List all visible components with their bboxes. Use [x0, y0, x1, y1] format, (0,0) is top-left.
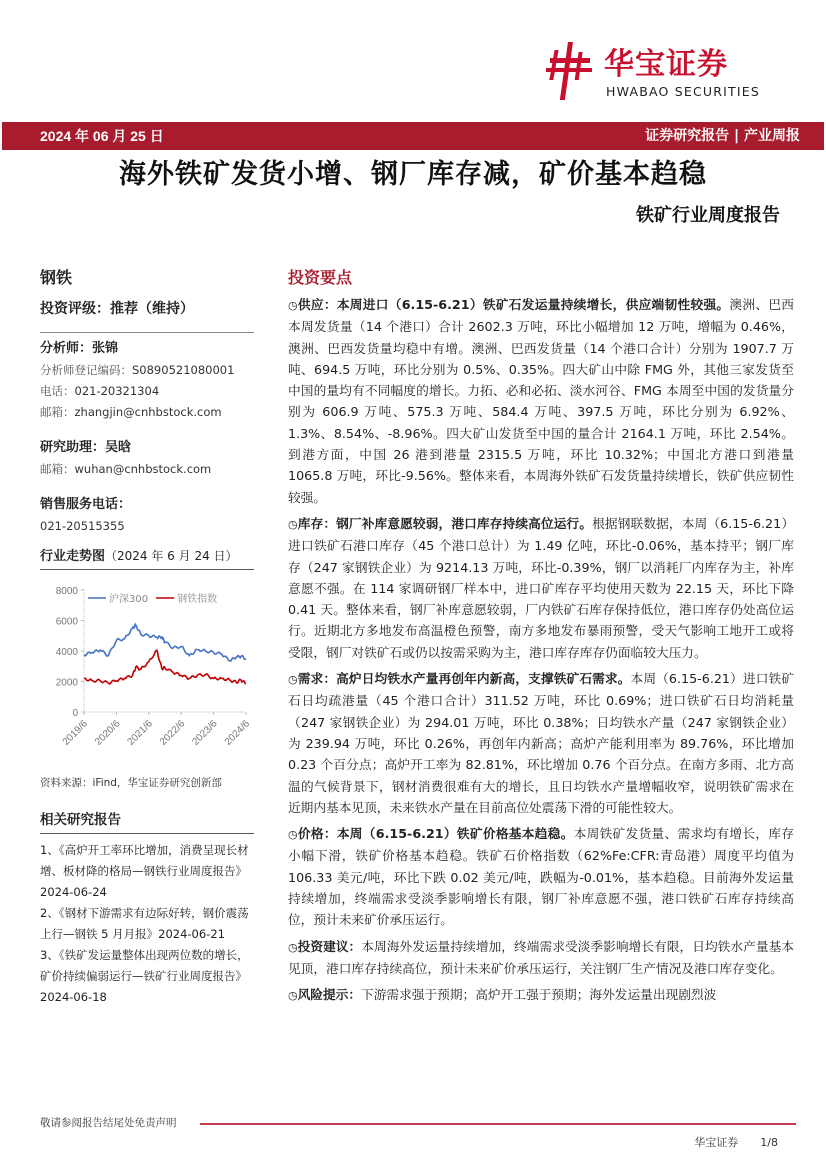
footer-company: 华宝证券: [694, 1136, 739, 1149]
y-tick-label: 0: [72, 708, 78, 719]
key-point-body: 根据钢联数据，本周（6.15-6.21）进口铁矿石港口库存（45 个港口总计）为 1.49 亿吨，环比-0.06%，基本持平；钢厂库存（247 家钢铁企业）为 9214.13 万吨，环比-0.39%，钢厂以消耗厂内库存为主，补库意愿不强。在 114 家调研钢厂样本中，进口矿库存平均使用天数为 22.15 天，环比下降 0.41 天。整体来看，钢厂补库意愿较弱，厂内铁矿石库存保持低位，港口库存仍处高位运行。近期北方多地发布高温橙色预警，南方多地发布暴雨预警，受天气影响工地开工或将受限，钢厂对铁矿石或仍以按需采购为主，港口库存库存仍面临较大压力。: [288, 515, 795, 660]
x-tick-label: 2022/6: [157, 718, 188, 748]
analyst-name: 分析师：张锦: [40, 341, 119, 356]
key-point-supply: [288, 294, 794, 508]
assistant-name: 研究助理：吴晗: [40, 440, 132, 455]
chart-source: 资料来源：iFind，华宝证券研究创新部: [40, 777, 222, 789]
x-tick-label: 2023/6: [190, 718, 220, 748]
email-label: 邮箱：: [40, 405, 75, 419]
key-point-risk: [288, 984, 794, 1006]
report-type: 证券研究报告 | 产业周报: [645, 128, 800, 144]
analyst-reg-value: S0890521080001: [132, 363, 235, 377]
clock-bullet-icon: ◷: [288, 828, 298, 842]
trend-chart-svg: [40, 574, 254, 774]
phone-value: 021-20321304: [74, 384, 160, 398]
sector-label: 钢铁: [40, 268, 73, 287]
left-sidebar: [40, 268, 254, 1008]
key-point-body: 下游需求强于预期；高炉开工强于预期；海外发运量出现剧烈波: [361, 987, 717, 1003]
key-point-heading: 供应：本周进口（6.15-6.21）铁矿石发运量持续增长，供应端韧性较强。: [297, 297, 730, 312]
analyst-registration: [40, 363, 254, 378]
email-value[interactable]: zhangjin@cnhbstock.com: [74, 405, 222, 419]
phone-label: 电话：: [40, 384, 75, 398]
related-report-item[interactable]: 3、《铁矿发运量整体出现两位数的增长，矿价持续偏弱运行—铁矿行业周度报告》2024-06-18: [40, 948, 249, 1004]
key-point-body: 本周海外发运量持续增加，终端需求受淡季影响增长有限，日均铁水产量基本见顶，港口库存持续高位，预计未来矿价承压运行，关注钢厂生产情况及港口库存变化。: [288, 938, 795, 976]
legend-label: 钢铁指数: [177, 594, 218, 605]
analyst-phone: [40, 384, 254, 399]
clock-bullet-icon: ◷: [288, 940, 298, 954]
key-points-title: 投资要点: [288, 268, 353, 287]
report-subtitle: 铁矿行业周度报告: [636, 205, 780, 226]
analyst-reg-label: 分析师登记编码：: [40, 363, 132, 377]
y-tick-label: 4000: [55, 647, 78, 658]
clock-bullet-icon: ◷: [288, 989, 298, 1003]
key-point-heading: 风险提示：: [297, 987, 362, 1003]
page-number: 1/8: [760, 1136, 778, 1149]
footer-divider: [200, 1123, 796, 1125]
key-point-body: 澳洲、巴西本周发货量（14 个港口）合计 2602.3 万吨，环比小幅增加 12 万吨，增幅为 0.46%，澳洲、巴西发货量均稳中有增。澳洲、巴西发货量（14 个港口合计）分别为 1907.7 万吨、694.5 万吨，环比分别为 0.5%、0.35%。四大矿山中除 FMG 外，其他三家发货至中国的量均有不同幅度的增长。力拓、必和必拓、淡水河谷、FMG 本周至中国的发货量分别为 606.9 万吨、575.3 万吨、584.4 万吨、397.5 万吨，环比分别为 6.92%、1.3%、8.54%、-8.96%。四大矿山发货至中国的量合计 2164.1 万吨，环比 2.54%。到港方面，中国 26 港到港量 2315.5 万吨，环比 10.32%；中国北方港口到港量 1065.8 万吨，环比-9.56%。整体来看，本周海外铁矿石发货量持续增长，铁矿供应韧性较强。: [288, 297, 794, 505]
trend-date: （2024 年 6 月 24 日）: [105, 549, 238, 563]
key-point-inventory: [288, 513, 794, 663]
y-tick-label: 2000: [55, 677, 78, 689]
clock-bullet-icon: ◷: [288, 673, 298, 687]
y-tick-label: 6000: [55, 616, 78, 628]
trend-title-text: 行业走势图: [40, 549, 106, 564]
x-tick-label: 2021/6: [125, 718, 155, 748]
assistant-email-label: 邮箱：: [40, 462, 75, 476]
logo-cn-text: 华宝证券: [604, 47, 728, 82]
x-tick-label: 2019/6: [60, 718, 91, 748]
key-point-heading: 需求：高炉日均铁水产量再创年内新高，支撑铁矿石需求。: [297, 671, 631, 687]
key-point-heading: 投资建议：: [297, 938, 362, 954]
clock-bullet-icon: ◷: [288, 299, 298, 312]
hwabao-logo-mark-icon: [546, 42, 596, 100]
key-point-body: 本周（6.15-6.21）进口铁矿石日均疏港量（45 个港口合计）311.52 万吨，环比 0.69%；进口铁矿石日均消耗量（247 家钢铁企业）为 294.01 万吨，环比 0.38%；日均铁水产量（247 家钢铁企业）为 239.94 万吨，环比 0.26%，再创年内新高；高炉产能利用率为 89.76%，环比增加 0.23 个百分点；高炉开工率为 82.81%，环比增加 0.76 个百分点。在南方多雨、北方高温的气候背景下，钢材消费很难有大的增长，且日均铁水产量增幅收窄，说明铁矿需求在近期内基本见顶，未来铁水产量在目前高位处震荡下滑的可能性较大。: [288, 671, 795, 815]
key-points-section: [288, 268, 794, 1012]
x-tick-label: 2024/6: [222, 718, 253, 748]
sales-phone: 021-20515355: [40, 519, 125, 533]
sales-title: 销售服务电话：: [40, 497, 132, 512]
company-logo: [546, 42, 786, 100]
legend-label: 沪深300: [109, 594, 149, 605]
x-tick-label: 2020/6: [93, 718, 123, 748]
y-tick-label: 8000: [55, 586, 78, 597]
trend-chart-title: [40, 548, 254, 570]
analyst-email: [40, 405, 254, 420]
header-banner: [2, 122, 824, 150]
related-report-item[interactable]: 2、《钢材下游需求有边际好转，钢价震荡上行—钢铁 5 月月报》2024-06-21: [40, 906, 249, 941]
report-title: 海外铁矿发货小增、钢厂库存减，矿价基本趋稳: [119, 159, 707, 190]
related-reports-title: 相关研究报告: [40, 812, 254, 834]
logo-en-text: HWABAO SECURITIES: [606, 84, 760, 99]
series-line-hs300: [84, 624, 246, 661]
key-point-investment-advice: [288, 936, 794, 980]
disclaimer-note: 敬请参阅报告结尾处免责声明: [40, 1117, 177, 1129]
clock-bullet-icon: ◷: [288, 517, 298, 531]
assistant-email-value[interactable]: wuhan@cnhbstock.com: [74, 462, 212, 476]
key-point-body: 本周铁矿发货量、需求均有增长，库存小幅下滑，铁矿价格基本趋稳。铁矿石价格指数（62%Fe:CFR:青岛港）周度平均值为 106.33 美元/吨，环比下跌 0.02 美元/吨，跌幅为-0.01%，基本趋稳。目前海外发运量持续增加，终端需求受淡季影响增长有限，钢厂补库意愿不强，港口铁矿石库存持续高位，预计未来矿价承压运行。: [288, 826, 794, 928]
key-point-price: [288, 823, 794, 930]
report-date: 2024 年 06 月 25 日: [40, 128, 164, 144]
key-point-heading: 价格：本周（6.15-6.21）铁矿价格基本趋稳。: [297, 826, 574, 842]
key-point-heading: 库存：钢厂补库意愿较弱，港口库存持续高位运行。: [297, 515, 593, 531]
assistant-email: [40, 462, 254, 477]
key-point-demand: [288, 668, 794, 818]
trend-chart: [40, 574, 254, 774]
investment-rating: 投资评级：推荐（维持）: [40, 300, 254, 333]
footer-info: [672, 1136, 778, 1150]
related-report-item[interactable]: 1、《高炉开工率环比增加，消费呈现长材增、板材降的格局—钢铁行业周度报告》2024-06-24: [40, 843, 249, 899]
